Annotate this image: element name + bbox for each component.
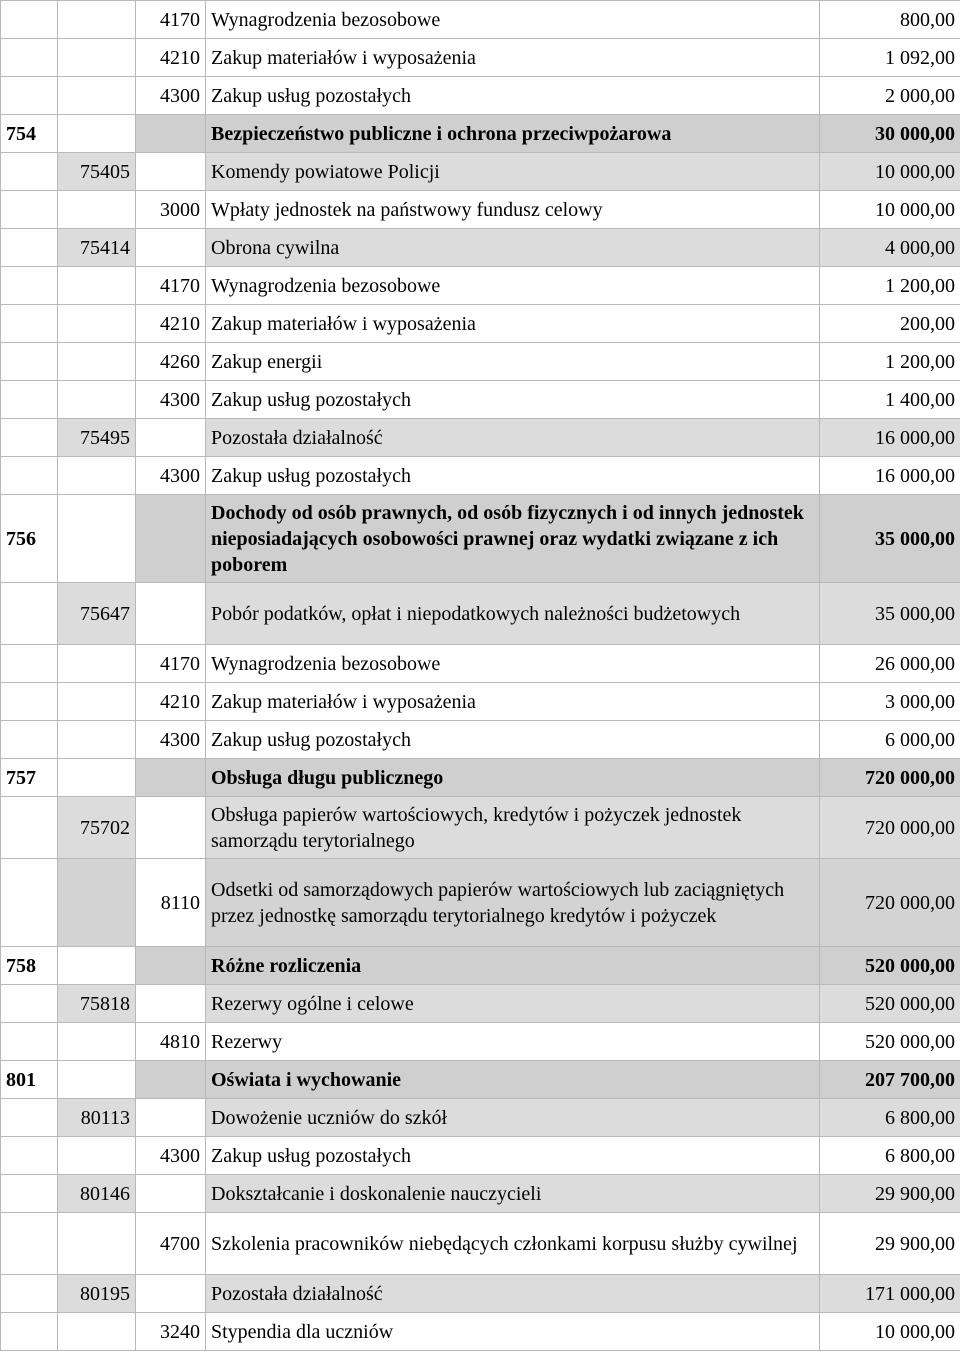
paragraf-cell bbox=[136, 947, 206, 985]
amount-cell: 3 000,00 bbox=[820, 683, 960, 721]
name-cell: Wpłaty jednostek na państwowy fundusz celowy bbox=[206, 191, 820, 229]
table-row-dzial bbox=[1, 759, 960, 797]
rozdzial-cell: 75414 bbox=[58, 229, 136, 267]
rozdzial-cell bbox=[58, 381, 136, 419]
dzial-cell: 754 bbox=[1, 115, 58, 153]
table-row-rozdzial bbox=[1, 229, 960, 267]
dzial-cell bbox=[1, 797, 58, 859]
amount-cell: 800,00 bbox=[820, 1, 960, 39]
paragraf-cell bbox=[136, 229, 206, 267]
amount-cell: 6 800,00 bbox=[820, 1137, 960, 1175]
rozdzial-cell bbox=[58, 495, 136, 583]
rozdzial-cell bbox=[58, 39, 136, 77]
table-row-rozdzial bbox=[1, 153, 960, 191]
table-row-rozdzial bbox=[1, 1099, 960, 1137]
name-cell: Komendy powiatowe Policji bbox=[206, 153, 820, 191]
amount-cell: 10 000,00 bbox=[820, 1313, 960, 1351]
dzial-cell bbox=[1, 1275, 58, 1313]
paragraf-cell: 4700 bbox=[136, 1213, 206, 1275]
paragraf-cell: 4300 bbox=[136, 721, 206, 759]
table-row-rozdzial bbox=[1, 985, 960, 1023]
name-cell: Rezerwy ogólne i celowe bbox=[206, 985, 820, 1023]
rozdzial-cell bbox=[58, 115, 136, 153]
dzial-cell bbox=[1, 39, 58, 77]
paragraf-cell: 4170 bbox=[136, 1, 206, 39]
rozdzial-cell bbox=[58, 1061, 136, 1099]
paragraf-cell: 3000 bbox=[136, 191, 206, 229]
dzial-cell bbox=[1, 1175, 58, 1213]
dzial-cell bbox=[1, 583, 58, 645]
dzial-cell bbox=[1, 1, 58, 39]
table-row bbox=[1, 1137, 960, 1175]
rozdzial-cell: 80113 bbox=[58, 1099, 136, 1137]
dzial-cell bbox=[1, 859, 58, 947]
dzial-cell bbox=[1, 381, 58, 419]
rozdzial-cell bbox=[58, 1313, 136, 1351]
name-cell: Szkolenia pracowników niebędących członkami korpusu służby cywilnej bbox=[206, 1213, 820, 1275]
name-cell: Dokształcanie i doskonalenie nauczycieli bbox=[206, 1175, 820, 1213]
table-row-dzial bbox=[1, 115, 960, 153]
table-row-rozdzial bbox=[1, 797, 960, 859]
rozdzial-cell: 75405 bbox=[58, 153, 136, 191]
rozdzial-cell bbox=[58, 343, 136, 381]
dzial-cell bbox=[1, 419, 58, 457]
name-cell: Bezpieczeństwo publiczne i ochrona przeciwpożarowa bbox=[206, 115, 820, 153]
dzial-cell bbox=[1, 229, 58, 267]
rozdzial-cell: 80146 bbox=[58, 1175, 136, 1213]
rozdzial-cell bbox=[58, 645, 136, 683]
paragraf-cell: 4300 bbox=[136, 381, 206, 419]
name-cell: Wynagrodzenia bezosobowe bbox=[206, 1, 820, 39]
name-cell: Dowożenie uczniów do szkół bbox=[206, 1099, 820, 1137]
paragraf-cell bbox=[136, 1061, 206, 1099]
paragraf-cell: 4210 bbox=[136, 683, 206, 721]
table-row-rozdzial bbox=[1, 419, 960, 457]
paragraf-cell: 4210 bbox=[136, 39, 206, 77]
table-row bbox=[1, 381, 960, 419]
name-cell: Różne rozliczenia bbox=[206, 947, 820, 985]
dzial-cell: 756 bbox=[1, 495, 58, 583]
paragraf-cell: 4170 bbox=[136, 645, 206, 683]
dzial-cell bbox=[1, 77, 58, 115]
dzial-cell: 801 bbox=[1, 1061, 58, 1099]
rozdzial-cell bbox=[58, 191, 136, 229]
name-cell: Obrona cywilna bbox=[206, 229, 820, 267]
paragraf-cell: 4810 bbox=[136, 1023, 206, 1061]
table-row-dzial bbox=[1, 947, 960, 985]
table-row bbox=[1, 859, 960, 947]
table-row bbox=[1, 683, 960, 721]
dzial-cell bbox=[1, 457, 58, 495]
rozdzial-cell bbox=[58, 1137, 136, 1175]
rozdzial-cell bbox=[58, 759, 136, 797]
amount-cell: 2 000,00 bbox=[820, 77, 960, 115]
name-cell: Wynagrodzenia bezosobowe bbox=[206, 267, 820, 305]
amount-cell: 35 000,00 bbox=[820, 495, 960, 583]
rozdzial-cell bbox=[58, 457, 136, 495]
paragraf-cell bbox=[136, 985, 206, 1023]
paragraf-cell: 3240 bbox=[136, 1313, 206, 1351]
dzial-cell bbox=[1, 1099, 58, 1137]
name-cell: Wynagrodzenia bezosobowe bbox=[206, 645, 820, 683]
rozdzial-cell bbox=[58, 77, 136, 115]
amount-cell: 720 000,00 bbox=[820, 797, 960, 859]
amount-cell: 6 000,00 bbox=[820, 721, 960, 759]
name-cell: Zakup usług pozostałych bbox=[206, 457, 820, 495]
amount-cell: 520 000,00 bbox=[820, 1023, 960, 1061]
dzial-cell bbox=[1, 343, 58, 381]
rozdzial-cell: 75647 bbox=[58, 583, 136, 645]
table-row-dzial bbox=[1, 495, 960, 583]
name-cell: Zakup energii bbox=[206, 343, 820, 381]
dzial-cell bbox=[1, 683, 58, 721]
amount-cell: 200,00 bbox=[820, 305, 960, 343]
dzial-cell bbox=[1, 1313, 58, 1351]
name-cell: Dochody od osób prawnych, od osób fizycznych i od innych jednostek nieposiadających osobowości prawnej oraz wydatki związane z ich poborem bbox=[206, 495, 820, 583]
table-row bbox=[1, 267, 960, 305]
name-cell: Zakup materiałów i wyposażenia bbox=[206, 683, 820, 721]
rozdzial-cell bbox=[58, 305, 136, 343]
table-row-dzial bbox=[1, 1061, 960, 1099]
table-row bbox=[1, 39, 960, 77]
paragraf-cell bbox=[136, 797, 206, 859]
table-row bbox=[1, 457, 960, 495]
amount-cell: 10 000,00 bbox=[820, 191, 960, 229]
paragraf-cell: 4300 bbox=[136, 1137, 206, 1175]
amount-cell: 35 000,00 bbox=[820, 583, 960, 645]
name-cell: Rezerwy bbox=[206, 1023, 820, 1061]
rozdzial-cell: 75818 bbox=[58, 985, 136, 1023]
paragraf-cell: 8110 bbox=[136, 859, 206, 947]
paragraf-cell bbox=[136, 115, 206, 153]
paragraf-cell: 4260 bbox=[136, 343, 206, 381]
dzial-cell bbox=[1, 1213, 58, 1275]
rozdzial-cell bbox=[58, 267, 136, 305]
name-cell: Oświata i wychowanie bbox=[206, 1061, 820, 1099]
amount-cell: 207 700,00 bbox=[820, 1061, 960, 1099]
paragraf-cell bbox=[136, 1275, 206, 1313]
table-row bbox=[1, 305, 960, 343]
amount-cell: 1 200,00 bbox=[820, 267, 960, 305]
dzial-cell bbox=[1, 985, 58, 1023]
table-row bbox=[1, 1023, 960, 1061]
paragraf-cell bbox=[136, 759, 206, 797]
name-cell: Pobór podatków, opłat i niepodatkowych należności budżetowych bbox=[206, 583, 820, 645]
dzial-cell bbox=[1, 721, 58, 759]
name-cell: Zakup usług pozostałych bbox=[206, 1137, 820, 1175]
paragraf-cell: 4300 bbox=[136, 77, 206, 115]
name-cell: Zakup usług pozostałych bbox=[206, 721, 820, 759]
name-cell: Stypendia dla uczniów bbox=[206, 1313, 820, 1351]
amount-cell: 30 000,00 bbox=[820, 115, 960, 153]
dzial-cell: 758 bbox=[1, 947, 58, 985]
rozdzial-cell bbox=[58, 1213, 136, 1275]
amount-cell: 29 900,00 bbox=[820, 1175, 960, 1213]
dzial-cell bbox=[1, 305, 58, 343]
rozdzial-cell: 75495 bbox=[58, 419, 136, 457]
paragraf-cell bbox=[136, 1099, 206, 1137]
amount-cell: 171 000,00 bbox=[820, 1275, 960, 1313]
paragraf-cell: 4170 bbox=[136, 267, 206, 305]
paragraf-cell bbox=[136, 153, 206, 191]
dzial-cell bbox=[1, 191, 58, 229]
dzial-cell bbox=[1, 1137, 58, 1175]
name-cell: Zakup usług pozostałych bbox=[206, 77, 820, 115]
paragraf-cell bbox=[136, 495, 206, 583]
dzial-cell: 757 bbox=[1, 759, 58, 797]
table-row bbox=[1, 1213, 960, 1275]
table-row bbox=[1, 645, 960, 683]
name-cell: Obsługa długu publicznego bbox=[206, 759, 820, 797]
name-cell: Zakup usług pozostałych bbox=[206, 381, 820, 419]
rozdzial-cell bbox=[58, 1, 136, 39]
name-cell: Odsetki od samorządowych papierów wartościowych lub zaciągniętych przez jednostkę samorządu terytorialnego kredytów i pożyczek bbox=[206, 859, 820, 947]
amount-cell: 520 000,00 bbox=[820, 947, 960, 985]
rozdzial-cell bbox=[58, 683, 136, 721]
dzial-cell bbox=[1, 645, 58, 683]
table-row-rozdzial bbox=[1, 1175, 960, 1213]
table-row bbox=[1, 721, 960, 759]
rozdzial-cell bbox=[58, 859, 136, 947]
dzial-cell bbox=[1, 1023, 58, 1061]
rozdzial-cell: 75702 bbox=[58, 797, 136, 859]
amount-cell: 6 800,00 bbox=[820, 1099, 960, 1137]
rozdzial-cell bbox=[58, 1023, 136, 1061]
amount-cell: 520 000,00 bbox=[820, 985, 960, 1023]
name-cell: Zakup materiałów i wyposażenia bbox=[206, 305, 820, 343]
name-cell: Obsługa papierów wartościowych, kredytów i pożyczek jednostek samorządu terytorialnego bbox=[206, 797, 820, 859]
table-row-rozdzial bbox=[1, 1275, 960, 1313]
table-row bbox=[1, 1313, 960, 1351]
amount-cell: 16 000,00 bbox=[820, 419, 960, 457]
amount-cell: 1 400,00 bbox=[820, 381, 960, 419]
name-cell: Pozostała działalność bbox=[206, 1275, 820, 1313]
paragraf-cell bbox=[136, 583, 206, 645]
amount-cell: 10 000,00 bbox=[820, 153, 960, 191]
table-row bbox=[1, 343, 960, 381]
rozdzial-cell bbox=[58, 721, 136, 759]
amount-cell: 1 092,00 bbox=[820, 39, 960, 77]
amount-cell: 29 900,00 bbox=[820, 1213, 960, 1275]
amount-cell: 720 000,00 bbox=[820, 759, 960, 797]
paragraf-cell bbox=[136, 419, 206, 457]
rozdzial-cell: 80195 bbox=[58, 1275, 136, 1313]
amount-cell: 1 200,00 bbox=[820, 343, 960, 381]
table-row-rozdzial bbox=[1, 583, 960, 645]
amount-cell: 26 000,00 bbox=[820, 645, 960, 683]
rozdzial-cell bbox=[58, 947, 136, 985]
name-cell: Zakup materiałów i wyposażenia bbox=[206, 39, 820, 77]
amount-cell: 16 000,00 bbox=[820, 457, 960, 495]
paragraf-cell: 4210 bbox=[136, 305, 206, 343]
paragraf-cell: 4300 bbox=[136, 457, 206, 495]
paragraf-cell bbox=[136, 1175, 206, 1213]
amount-cell: 4 000,00 bbox=[820, 229, 960, 267]
dzial-cell bbox=[1, 267, 58, 305]
amount-cell: 720 000,00 bbox=[820, 859, 960, 947]
dzial-cell bbox=[1, 153, 58, 191]
table-row bbox=[1, 77, 960, 115]
table-row bbox=[1, 1, 960, 39]
table-row bbox=[1, 191, 960, 229]
name-cell: Pozostała działalność bbox=[206, 419, 820, 457]
